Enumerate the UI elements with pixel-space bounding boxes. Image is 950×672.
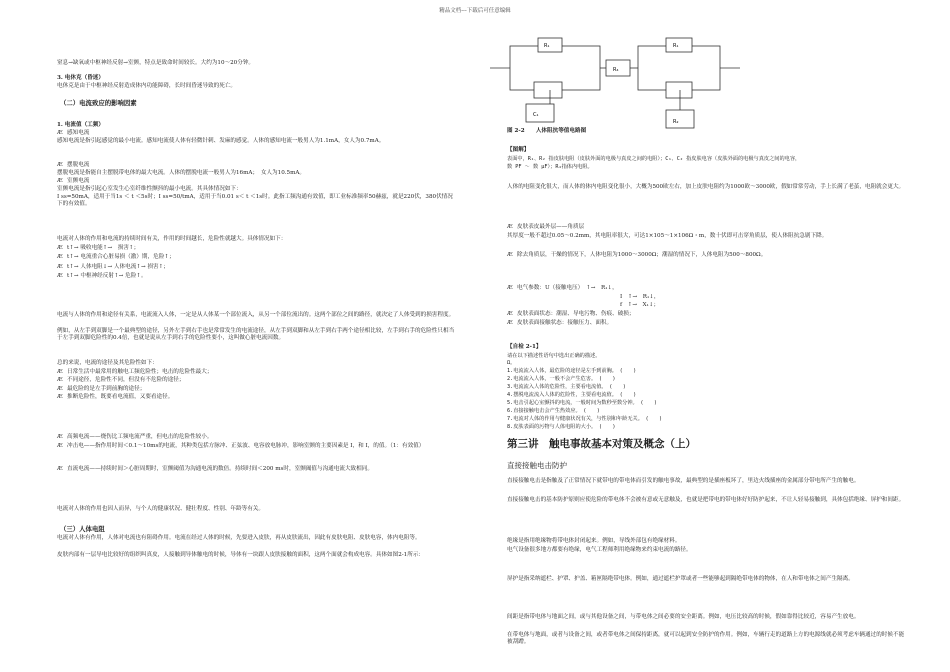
list-item-text: 除去角质层，干燥的情况下，人体电阻为1000～3000Ω；潮湿的情况下，人体电阻为500～800Ω。 xyxy=(517,252,767,258)
selftest-item: 3.电流流入人体的危险性，主要看电流值。 ( ) xyxy=(507,384,626,390)
bullet-label: 室颤电流 xyxy=(67,178,90,184)
label-c1: C₁ xyxy=(533,112,539,118)
paragraph: 绝缘是指用绝缘物将带电体封闭起来。例如，导线外部包有绝缘材料。 xyxy=(507,538,681,544)
paragraph: 感知电流是指引起感觉的最小电流。感知电流使人体有轻微针刺、发麻的感觉。人体的感知电流一般男人为1.1mA，女人为0.7mA。 xyxy=(57,138,385,144)
text-line: f ↑→ X₁↓； xyxy=(620,302,660,308)
list-item-text: 皮肤表面接触状态：接触压力、面积。 xyxy=(517,320,613,326)
list-item-text: t↑→ 吸收电能↑→ 损害↑； xyxy=(67,245,140,251)
bullet-fib: Æ 室颤电流 xyxy=(57,178,90,184)
list-item: Æ 直流电流——持续时间＞心脏周期时，室颤阈值为沟通电流的数倍。持续时间＜200 ms时，室颤阈值与沟通电流大致相同。 xyxy=(57,466,373,472)
label-rd: R₄ xyxy=(613,67,619,73)
list-item-text: 不同途径，危险性不同，但没有不危险的途径； xyxy=(67,377,185,383)
selftest-item: 5.电击引起心室颤抖的电流，一般时间为数秒至数分钟。 ( ) xyxy=(507,400,657,406)
paragraph: 皮肤内部有一层导电比较好的组织叫真皮，人接触到导体触电的时候，导体有一块跟人皮肤接触的面积，这两个面就会构成电容。具体如图2-1所示： xyxy=(57,552,425,558)
text-line: 窒息→缺氧或中枢神经反射→室颤，特点是致命时间较长。大约为10～20分钟。 xyxy=(57,60,255,66)
paragraph: I ss=50mA，适用于当1s ＜ t ＜5s时；I ss=50/tmA，适用于当0.01 s＜ t ＜1s时。此指工频沟通有效值，即工业标准频率50赫兹，就是220伏，380伏情况下的有效值。 xyxy=(57,194,453,208)
list-item: Æ 电气参数：U（接触电压） ↑→ R₁↓， xyxy=(507,285,618,291)
list-item: Æ 日常生活中最常用的触电工频危险性；电击的危险性最大； xyxy=(57,369,213,375)
list-item: Æ 除去角质层，干燥的情况下，人体电阻为1000～3000Ω；潮湿的情况下，人体电阻为500～800Ω。 xyxy=(507,252,767,258)
figure-caption: 图 2-2 人体阻抗等值电路图 xyxy=(507,128,587,134)
text-line: 电休克是由于中枢神经反射造成体内功能障碍，长时间昏迷导致的死亡。 xyxy=(57,83,237,89)
selftest-item: 8.皮肤表面的污物与人体电阻的大小。 ( ) xyxy=(507,424,616,430)
list-item-text: 高频电流——烧伤比工频电流严重，但电击的危险性较小。 xyxy=(67,434,213,440)
list-item: Æ 皮肤表面状态：潮湿、导电污物、伤痕、破损； xyxy=(507,311,635,317)
list-item: Æ t↑→ 人体电阻↓→ 人体电流↑→ 损害↑； xyxy=(57,264,169,270)
paragraph: 电流对人体的作用也因人而异，与个人的健康状况、健壮程度、性别、年龄等有关。 xyxy=(57,506,264,512)
paragraph: 室颤电流是指引起心室发生心室纤维性颤抖的最小电流。其具体情况如下： xyxy=(57,186,242,192)
paragraph: 电流对人体的作用和电流的持续时间有关，作用的时间越长，危险性就越大。具体情况如下： xyxy=(57,236,287,242)
bullet-label: 摆脱电流 xyxy=(67,162,90,168)
list-item-text: 直流电流——持续时间＞心脏周期时，室颤阈值为沟通电流的数倍。持续时间＜200 ms时，室颤阈值与沟通电流大致相同。 xyxy=(67,466,373,472)
list-item-text: 推断危险性，既要看电流值，又要看途径。 xyxy=(67,394,174,400)
lecture-title: 第三讲 触电事故基本对策及概念（上） xyxy=(507,438,696,450)
text-line: I ↑→ R₁↓， xyxy=(620,294,660,300)
list-item: Æ 最危险的是左手到前胸的途径； xyxy=(57,386,146,392)
list-item: Æ t↑→ 吸收电能↑→ 损害↑； xyxy=(57,245,140,251)
list-item: Æ 推断危险性，既要看电流值，又要看途径。 xyxy=(57,394,174,400)
section-heading: （二）电流致应的影响因素 xyxy=(60,99,137,107)
bullet-label: 皮肤表皮最外层——角质层 xyxy=(517,224,585,230)
paragraph: 间距是指带电体与地面之间，或与其他设备之间，与带电体之间必要的安全距离。例如，电压比较高的时候，假如靠得比较近，容易产生放电。 xyxy=(507,614,860,620)
selftest-item: 1.电流流入人体，最危险的途径是左手到前胸。 ( ) xyxy=(507,368,637,374)
bullet-label: 感知电流 xyxy=(67,130,90,136)
bullet-skin: Æ 皮肤表皮最外层——角质层 xyxy=(507,224,585,230)
selftest-item: 2.电流流入人体，一般不会产生危害。 ( ) xyxy=(507,376,616,382)
paragraph: 电气设备很多地方都要有绝缘，电气工程师利用绝缘物来约束电流的路径。 xyxy=(507,547,692,553)
paragraph: 其厚度一般不超过0.05～0.2mm，其电阻率很大，可达1×105～1×106Ω・m，数十伏即可击穿角质层，使人体阻抗急剧下降。 xyxy=(507,233,828,239)
list-item-text: t↑→ 中枢神经反射↑→ 危险↑。 xyxy=(67,273,147,279)
selftest-line: Ω。 xyxy=(507,360,516,366)
selftest-line: 请在以下描述性语句中选出正确的描述。 xyxy=(507,353,601,359)
label-r1: R₁ xyxy=(544,43,550,49)
selftest-item: 4.摆脱电流流入人体的危险性，主要看电流值。 ( ) xyxy=(507,392,637,398)
list-item: Æ 不同途径，危险性不同，但没有不危险的途径； xyxy=(57,377,185,383)
tujie-line: 表面中，R₁、R₂ 指皮肤电阻（皮肤外面的电极与真皮之间的电阻）；C₁、C₂ 指皮肤电容（皮肤外面的电极与真皮之间的电容， xyxy=(507,156,801,162)
page-header: 精品文档---下载后可任意编辑 xyxy=(439,8,511,14)
label-r1b: R₁ xyxy=(673,43,679,49)
paragraph: 电流对人体有作用，人体对电流也有阻碍作用。电流在经过人体的时候，先要进入皮肤，再从皮肤流出，因此有皮肤电阻、皮肤电容，体内电阻等。 xyxy=(57,535,421,541)
list-item: Æ 高频电流——烧伤比工频电流严重，但电击的危险性较小。 xyxy=(57,434,213,440)
list-item: Æ t↑→ 电流重合心脏易损（激）期，危险↑； xyxy=(57,254,175,260)
paragraph: 直接接触电击是指触及了正常情况下就带电的带电体而引发的触电事故，最典型的是插座板坏了，里边火线插座的金属部分带电所产生的触电。 xyxy=(507,478,860,484)
selftest-item: 6.直接接触电击会产生热效应。 ( ) xyxy=(507,408,600,414)
list-item: Æ 皮肤表面接触状态：接触压力、面积。 xyxy=(507,320,613,326)
list-item-text: 日常生活中最常用的触电工频危险性；电击的危险性最大； xyxy=(67,369,213,375)
paragraph: 人体的电阻变化很大，而人体的体内电阻变化很小，大概为500欧左右，加上皮肤电阻约为1000欧～3000欧，假如常常劳动，手上长满了老茧，电阻就会更大。 xyxy=(507,184,905,190)
paragraph: 屏护是指采纳遮栏、护罩、护盖、箱匣隔绝带电体。例如，通过遮栏护罩或者一些能够起到隔绝带电体的物体，在人和带电体之间产生隔离。 xyxy=(507,576,854,582)
list-item-text: t↑→ 人体电阻↓→ 人体电流↑→ 损害↑； xyxy=(67,264,169,270)
paragraph: 总的来说，电流的途径及其危险性如下： xyxy=(57,360,158,366)
paragraph: 电流与人体的作用和途径有关系，电流流入人体，一定是从人体某一个部位流入，从另一个部位流出的。这两个部位之间的路径，就决定了人体受到的损害程度。 xyxy=(57,312,455,318)
paragraph: 摆脱电流是指能自主摆脱带电体的最大电流。人体的摆脱电流一般男人为16mA； 女人为10.5mA。 xyxy=(57,170,306,176)
heading-current: 1. 电流值（工频） xyxy=(57,122,104,128)
bullet-sense: Æ 感知电流 xyxy=(57,130,90,136)
subsection-title: 直接接触电击防护 xyxy=(507,461,567,470)
tujie-line: 数 PF ～ 数 μF）；R₄指体内电阻。 xyxy=(507,164,593,170)
selftest-item: 7.电流对人体的作用与健康状况有关，与性别和年龄无关。 ( ) xyxy=(507,416,663,422)
label-r2: R₂ xyxy=(673,119,679,125)
paragraph: 直接接触电击的基本防护原则应使危险的带电体不会被有意或无意触及，也就是把带电的带电体好好防护起来，不让人轻易接触到，具体包括绝缘、屏护和间距。 xyxy=(507,497,905,503)
list-item-text: 电气参数：U（接触电压） ↑→ R₁↓， xyxy=(517,285,618,291)
tujie-heading: 【图解】 xyxy=(507,147,530,153)
heading-shock: 3. 电休克（昏迷） xyxy=(57,75,104,81)
list-item: Æ 冲击电——指作用时间＜0.1～10ms的电流，其种类包括方脉冲、正弦波、电容放电脉冲，影响室颤的主要因素是 I，和 I，的值。（1：有效值） xyxy=(57,443,425,449)
paragraph: 在带电体与地面，或者与设备之间，或者带电体之间保持距离，就可以起到安全防护的作用。例如，车辆行走的道路上方的电源线就必须考虑车辆通过的时候不能被刮蹭。 xyxy=(507,632,905,646)
selftest-heading: 【自检 2-1】 xyxy=(507,344,542,350)
list-item-text: 皮肤表面状态：潮湿、导电污物、伤痕、破损； xyxy=(517,311,635,317)
paragraph: 例如，从左手到双脚是一个最典型的途径，另外左手到右手也是常常发生的电流途径，从左手到双脚和从左手到右手两个途径相比较，左手到右手的危险性只相当于左手到双脚危险性的0.4倍，也就是说从左手到右手的危险性要小，这叫做心脏电流因数。 xyxy=(57,328,455,342)
list-item-text: 最危险的是左手到前胸的途径； xyxy=(67,386,146,392)
list-item: Æ t↑→ 中枢神经反射↑→ 危险↑。 xyxy=(57,273,147,279)
equivalent-circuit-diagram xyxy=(490,22,750,132)
bullet-letgo: Æ 摆脱电流 xyxy=(57,162,90,168)
list-item-text: 冲击电——指作用时间＜0.1～10ms的电流，其种类包括方脉冲、正弦波、电容放电脉冲，影响室颤的主要因素是 I，和 I，的值。（1：有效值） xyxy=(67,443,425,449)
section-heading: （三）人体电阻 xyxy=(60,525,105,533)
list-item-text: t↑→ 电流重合心脏易损（激）期，危险↑； xyxy=(67,254,175,260)
